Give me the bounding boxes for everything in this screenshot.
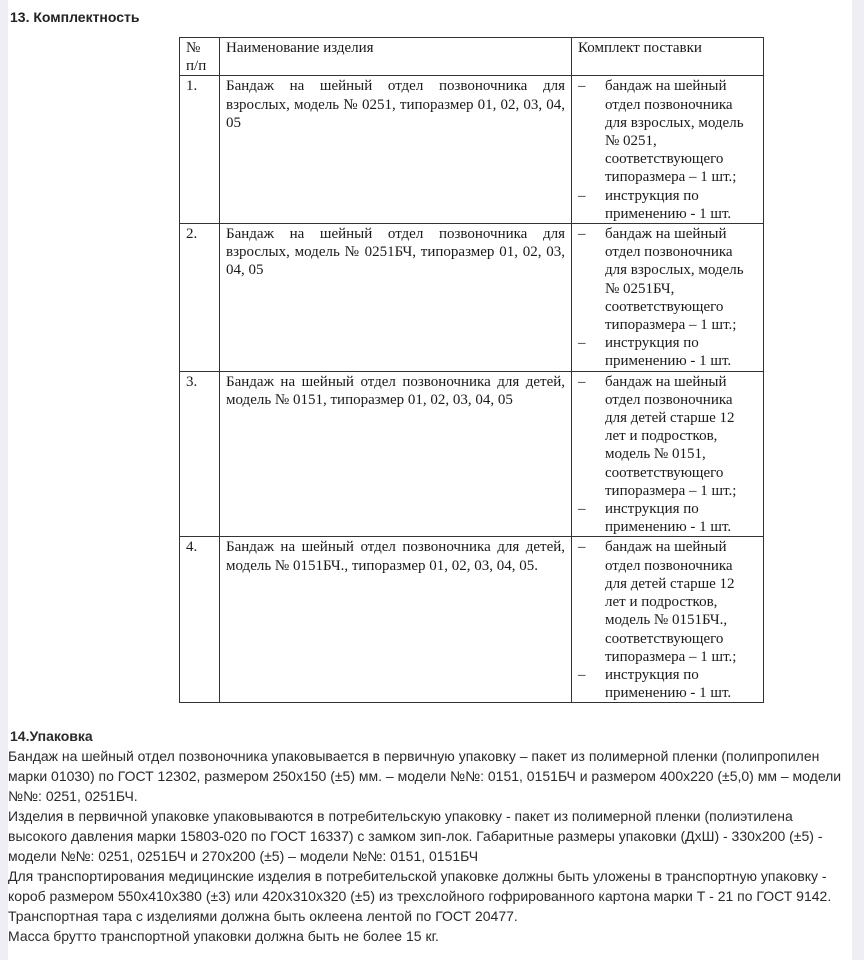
row-product-name: Бандаж на шейный отдел позвоночника для детей, модель № 0151БЧ., типоразмер 01, 02, 03, 04, 05. (220, 537, 572, 703)
section-13-heading: 13. Комплектность (10, 9, 140, 25)
row-number: 3. (180, 371, 220, 537)
row-delivery-set (572, 224, 764, 372)
table-header-row (180, 38, 764, 76)
dash-bullet: – (578, 666, 586, 683)
table-row (180, 371, 764, 537)
header-product-name: Наименование изделия (220, 38, 572, 76)
table-row (180, 537, 764, 703)
section-14-heading: 14.Упаковка (10, 728, 93, 744)
dash-bullet: – (578, 226, 586, 243)
row-number: 2. (180, 224, 220, 372)
kit-item: – инструкция по применению - 1 шт. (578, 187, 732, 222)
dash-bullet: – (578, 187, 586, 204)
row-product-name: Бандаж на шейный отдел позвоночника для взрослых, модель № 0251, типоразмер 01, 02, 03, 04, 05 (220, 76, 572, 224)
packaging-paragraph: Для транспортирования медицинские изделия в потребительской упаковке должны быть уложены в транспортную упаковку - короб размером 550х410х380 (±3) или 420х310х320 (±5) из трехслойного гофрированного картона марки Т - 21 по ГОСТ 9142. (8, 868, 832, 904)
packaging-paragraph: Бандаж на шейный отдел позвоночника упаковывается в первичную упаковку – пакет из полимерной пленки (полипропилен марки 01030) по ГОСТ 12302, размером 250х150 (±5) мм. – модели №№: 0151, 0151БЧ и размером 400х220 (±5,0) мм – модели №№: 0251, 0251БЧ. (8, 748, 842, 804)
packaging-paragraph: Изделия в первичной упаковке упаковываются в потребительскую упаковку - пакет из полимерной пленки (полиэтилена высокого давления марки 15803-020 по ГОСТ 16337) с замком зип-лок. Габаритные размеры упаковки (ДхШ) - 330х200 (±5) - модели №№: 0251, 0251БЧ и 270х200 (±5) – модели №№: 0151, 0151БЧ (8, 808, 823, 864)
row-delivery-set (572, 371, 764, 537)
completeness-table (179, 37, 764, 703)
table-row (180, 76, 764, 224)
packaging-paragraph: Масса брутто транспортной упаковки должна быть не более 15 кг. (8, 928, 439, 944)
dash-bullet: – (578, 335, 586, 352)
dash-bullet: – (578, 539, 586, 556)
table-row (180, 224, 764, 372)
document-page (8, 0, 852, 960)
row-number: 1. (180, 76, 220, 224)
row-product-name: Бандаж на шейный отдел позвоночника для детей, модель № 0151, типоразмер 01, 02, 03, 04, 05 (220, 371, 572, 537)
kit-item: – инструкция по применению - 1 шт. (578, 501, 732, 536)
row-number: 4. (180, 537, 220, 703)
kit-item: – бандаж на шейный отдел позвоночника для взрослых, модель № 0251БЧ, соответствующего типоразмера – 1 шт.; (578, 226, 744, 334)
kit-item: – бандаж на шейный отдел позвоночника для взрослых, модель № 0251, соответствующего типоразмера – 1 шт.; (578, 78, 744, 186)
kit-item: – инструкция по применению - 1 шт. (578, 666, 732, 702)
section-14 (8, 726, 850, 946)
kit-item: – бандаж на шейный отдел позвоночника для детей старше 12 лет и подростков, модель № 0151БЧ., соответствующего типоразмера – 1 шт.; (578, 539, 737, 665)
kit-item: – бандаж на шейный отдел позвоночника для детей старше 12 лет и подростков, модель № 0151, соответствующего типоразмера – 1 шт.; (578, 373, 737, 499)
row-delivery-set (572, 76, 764, 224)
dash-bullet: – (578, 501, 586, 518)
packaging-paragraph: Транспортная тара с изделиями должна быть оклеена лентой по ГОСТ 20477. (8, 908, 518, 924)
header-delivery-set: Комплект поставки (572, 38, 764, 76)
dash-bullet: – (578, 373, 586, 390)
header-number: № п/п (180, 38, 220, 76)
row-delivery-set (572, 537, 764, 703)
dash-bullet: – (578, 78, 586, 95)
row-product-name: Бандаж на шейный отдел позвоночника для взрослых, модель № 0251БЧ, типоразмер 01, 02, 03, 04, 05 (220, 224, 572, 372)
kit-item: – инструкция по применению - 1 шт. (578, 335, 732, 370)
